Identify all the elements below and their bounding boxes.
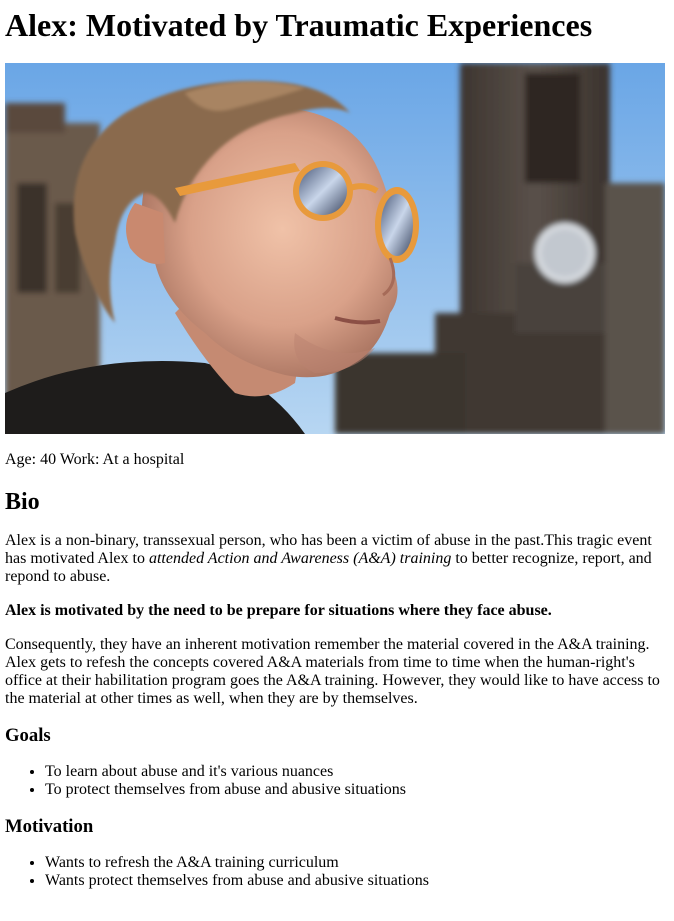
bio-paragraph-1 xyxy=(5,532,669,586)
bio-paragraph-3: Consequently, they have an inherent motivation remember the material covered in the A&A training. Alex gets to refesh the concepts covered A&A materials from time to time when the human-right's office at their habilitation program goes the A&A training. However, they would like to have access to the material at other times as well, when they are by themselves. xyxy=(5,636,660,707)
bio-paragraph-1-end: to better recognize, report, and repond to abuse. xyxy=(5,550,652,585)
bio-heading: Bio xyxy=(5,489,40,515)
bio-paragraph-1-emphasis: attended Action and Awareness (A&A) training xyxy=(148,550,452,567)
persona-page xyxy=(0,7,674,890)
persona-photo xyxy=(5,63,665,434)
goals-list-item: • To learn about abuse and it's various nuances xyxy=(45,763,669,781)
motivation-list xyxy=(5,854,669,890)
motivation-list-item: • Wants protect themselves from abuse and abusive situations xyxy=(45,872,669,890)
persona-meta: Age: 40 Work: At a hospital xyxy=(5,451,185,468)
motivation-heading: Motivation xyxy=(5,816,94,837)
goals-heading: Goals xyxy=(5,725,51,746)
page-title: Alex: Motivated by Traumatic Experiences xyxy=(5,7,593,43)
persona-photo-illustration xyxy=(5,63,665,434)
goals-list xyxy=(5,763,669,799)
goals-list-item: • To protect themselves from abuse and abusive situations xyxy=(45,781,669,799)
bio-paragraph-2: Alex is motivated by the need to be prepare for situations where they face abuse. xyxy=(5,602,552,619)
motivation-list-item: • Wants to refresh the A&A training curriculum xyxy=(45,854,669,872)
bio-paragraph-1-start: Alex is a non-binary, transsexual person, who has been a victim of abuse in the past.This tragic event has motivated Alex to xyxy=(5,532,652,567)
